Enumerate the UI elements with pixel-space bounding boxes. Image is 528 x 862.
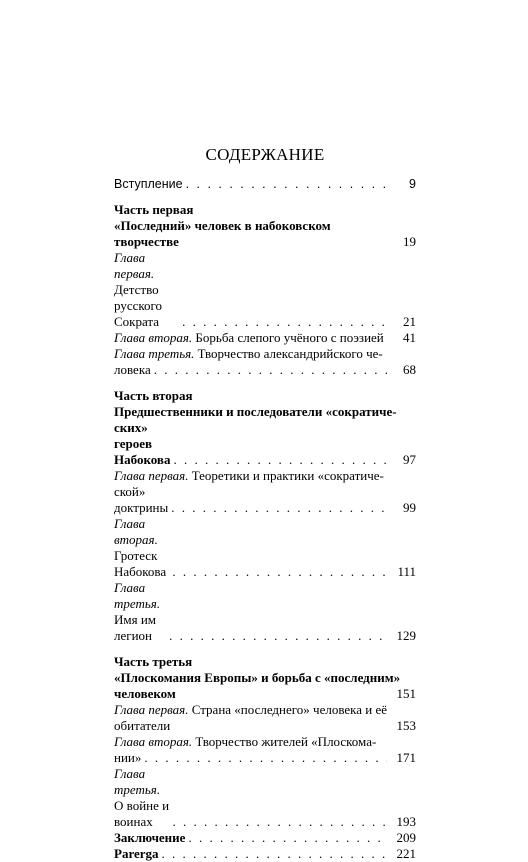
- leader-dots: [173, 452, 387, 468]
- toc-label: «Последний» человек в набоковском творчестве: [114, 218, 331, 249]
- chapter-prefix: Глава вторая.: [114, 516, 158, 547]
- toc-entry-chapter: [114, 346, 416, 378]
- toc-label: Страна «последнего» человека и её: [191, 702, 388, 717]
- page-number: 19: [403, 234, 416, 249]
- toc-entry-part2-heading: [114, 404, 416, 468]
- toc-label: Имя им легион: [114, 612, 157, 643]
- page-number: 97: [403, 452, 416, 467]
- chapter-prefix: Глава третья.: [114, 346, 195, 361]
- chapter-prefix: Глава первая.: [114, 250, 155, 281]
- chapter-prefix: Глава вторая.: [114, 330, 193, 345]
- page-number: 41: [403, 330, 416, 345]
- toc-label: нии»: [114, 750, 142, 765]
- toc-label: «Плоскомания Европы» и борьба с «последним»: [114, 670, 401, 685]
- page-number: 209: [396, 830, 416, 845]
- chapter-prefix: Глава первая.: [114, 468, 189, 483]
- page-number: 9: [409, 177, 416, 191]
- toc-label: обитатели: [114, 718, 171, 733]
- toc-entry-chapter: [114, 734, 416, 766]
- toc-label: Борьба слепого учёного с поэзией: [195, 330, 384, 345]
- toc-label: О войне и воинах: [114, 798, 170, 829]
- toc-entry-chapter: [114, 702, 416, 734]
- toc-entry-chapter: [114, 580, 416, 644]
- toc-entry-parerga: [114, 846, 416, 862]
- toc-entry-chapter: [114, 468, 416, 516]
- page-number: 129: [396, 628, 416, 643]
- leader-dots: [169, 628, 387, 644]
- toc-entry-chapter: [114, 516, 416, 580]
- page-number: 193: [396, 814, 416, 829]
- leader-dots: [144, 750, 387, 766]
- page-title: СОДЕРЖАНИЕ: [205, 145, 325, 164]
- toc-label: Предшественники и последователи «сократиче-: [114, 404, 397, 419]
- chapter-prefix: Глава третья.: [114, 766, 161, 797]
- toc-label: Parerga: [114, 846, 159, 861]
- toc-label: ских» героев Набокова: [114, 420, 171, 467]
- leader-dots: [173, 814, 387, 830]
- page-number: 171: [396, 750, 416, 765]
- toc-label: Заключение: [114, 830, 186, 845]
- chapter-prefix: Глава первая.: [114, 702, 189, 717]
- toc-label: Теоретики и практики «сократиче-: [191, 468, 384, 483]
- leader-dots: [171, 500, 387, 516]
- leader-dots: [172, 564, 387, 580]
- part-label: Часть первая: [114, 202, 194, 217]
- leader-dots: [182, 314, 387, 330]
- toc-entry-chapter: [114, 250, 416, 330]
- leader-dots: [186, 176, 387, 192]
- toc-label: ской» доктрины: [114, 484, 169, 515]
- toc-entry-intro: [114, 176, 416, 192]
- toc-label: Детство русского Сократа: [114, 282, 163, 329]
- page-number: 111: [397, 564, 416, 579]
- page-number: 68: [403, 362, 416, 377]
- toc-label: ловека: [114, 362, 151, 377]
- page-number: 21: [403, 314, 416, 329]
- part-label: Часть вторая: [114, 388, 193, 403]
- toc-entry-chapter: [114, 766, 416, 830]
- page-number: 151: [396, 686, 416, 701]
- toc-label: человеком: [114, 686, 176, 701]
- page-number: 153: [396, 718, 416, 733]
- leader-dots: [188, 830, 387, 846]
- toc-label: Гротеск Набокова: [114, 548, 167, 579]
- toc-label: Творчество александрийского че-: [197, 346, 383, 361]
- toc-label: Творчество жителей «Плоскома-: [195, 734, 377, 749]
- leader-dots: [154, 362, 387, 378]
- chapter-prefix: Глава вторая.: [114, 734, 193, 749]
- part-label: Часть третья: [114, 654, 193, 669]
- chapter-prefix: Глава третья.: [114, 580, 161, 611]
- toc-entry-part1-heading: [114, 218, 416, 250]
- toc-entry-part3-heading: [114, 670, 416, 702]
- toc-entry-conclusion: [114, 830, 416, 846]
- page-number: 221: [396, 846, 416, 861]
- toc-label: Вступление: [114, 177, 183, 191]
- leader-dots: [162, 846, 387, 862]
- page-number: 99: [403, 500, 416, 515]
- toc-entry-chapter: [114, 330, 416, 346]
- table-of-contents: [114, 145, 416, 862]
